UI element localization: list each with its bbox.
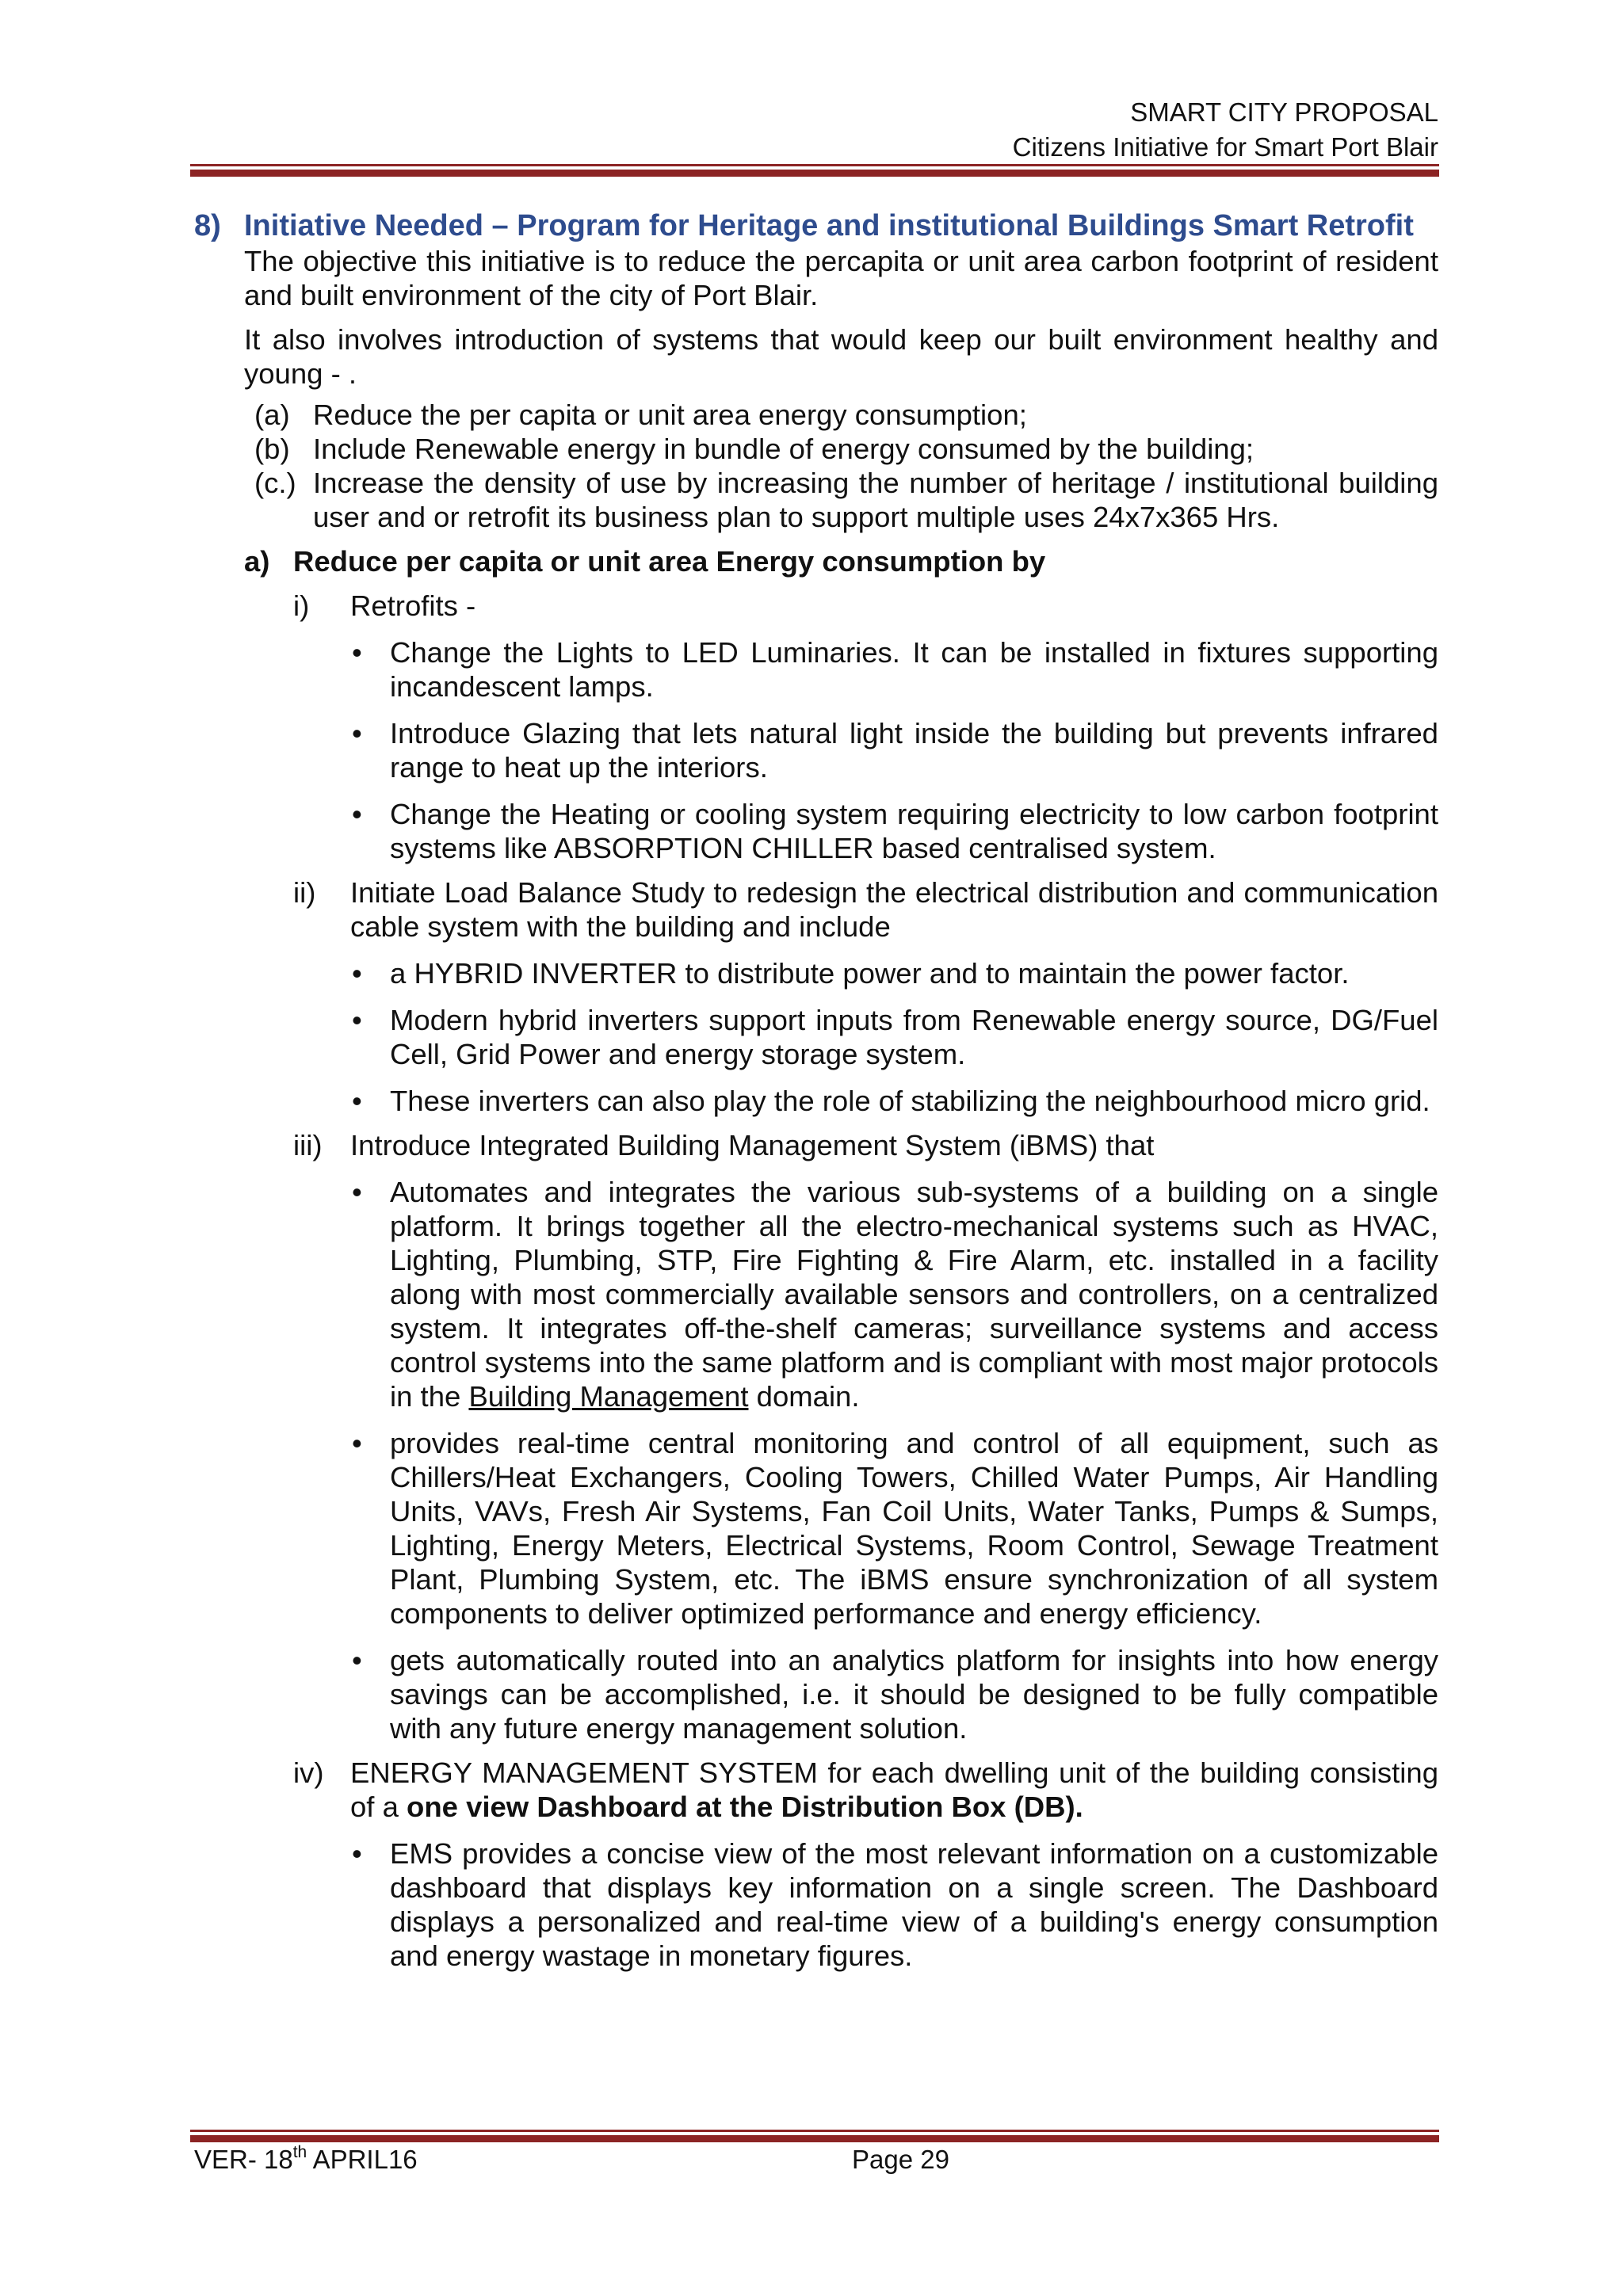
bullet-icon: •: [352, 957, 362, 990]
bullet-item: [350, 797, 1438, 865]
objective-item: [254, 398, 1438, 432]
bullet-item: [350, 1643, 1438, 1745]
subsection-heading: [244, 544, 1438, 578]
list-item-text: Increase the density of use by increasing the number of heritage / institutional building user and or retrofit its business plan to support multiple uses 24x7x365 Hrs.: [313, 467, 1438, 533]
bullet-item: [350, 1084, 1438, 1118]
bullet-item: [350, 716, 1438, 784]
bullet-text: These inverters can also play the role of stabilizing the neighbourhood micro grid.: [390, 1085, 1430, 1117]
roman-item-text: Introduce Integrated Building Management System (iBMS) that: [350, 1129, 1155, 1161]
bullet-item: [350, 1175, 1438, 1413]
bullet-text-part: Automates and integrates the various sub-systems of a building on a single platform. It brings together all the electro-mechanical systems such as HVAC, Lighting, Plumbing, STP, Fire Fighting & Fire Alarm, etc. installed in a facility along with most commercially available sensors and controllers, on a centralized system. It integrates off-the-shelf cameras; surveillance systems and access control systems into the same platform and is compliant with most major protocols in the: [390, 1176, 1438, 1413]
bullet-icon: •: [352, 1085, 362, 1117]
bullet-icon: •: [352, 1837, 362, 1870]
bullet-item: [350, 1003, 1438, 1071]
bullet-text: Change the Heating or cooling system requiring electricity to low carbon footprint systems like ABSORPTION CHILLER based centralised system.: [390, 798, 1438, 864]
header-title: SMART CITY PROPOSAL: [1130, 97, 1438, 127]
systems-paragraph: It also involves introduction of systems that would keep our built environment healthy and young - .: [244, 323, 1438, 390]
bullet-text: provides real-time central monitoring and control of all equipment, such as Chillers/Heat Exchangers, Cooling Towers, Chilled Water Pumps, Air Handling Units, VAVs, Fresh Air Systems, Fan Coil Units, Water Tanks, Pumps & Sumps, Lighting, Energy Meters, Electrical Systems, Room Control, Sewage Treatment Plant, Plumbing System, etc. The iBMS ensure synchronization of all system components to deliver optimized performance and energy efficiency.: [390, 1427, 1438, 1630]
bullet-text: EMS provides a concise view of the most relevant information on a customizable dashboard that displays key information on a single screen. The Dashboard displays a personalized and real-time view of a building's energy consumption and energy wastage in monetary figures.: [390, 1837, 1438, 1972]
version-label: VER- 18th APRIL16: [194, 2143, 418, 2174]
objective-item: [254, 432, 1438, 466]
subsection-title: Reduce per capita or unit area Energy consumption by: [293, 545, 1046, 578]
list-marker: (a): [254, 399, 290, 431]
footer-rule: [190, 2130, 1439, 2142]
header-subtitle: Citizens Initiative for Smart Port Blair: [1012, 132, 1438, 162]
bullet-text: Modern hybrid inverters support inputs from Renewable energy source, DG/Fuel Cell, Grid Power and energy storage system.: [390, 1004, 1438, 1070]
page-header: [190, 95, 1438, 165]
page-number: Page 29: [852, 2145, 949, 2174]
roman-text-bold: one view Dashboard at the Distribution Box (DB).: [407, 1791, 1083, 1823]
header-rule: [190, 164, 1439, 177]
bullet-icon: •: [352, 717, 362, 749]
roman-item-text: Initiate Load Balance Study to redesign the electrical distribution and communication cable system with the building and include: [350, 876, 1438, 943]
bullet-icon: •: [352, 798, 362, 830]
bullet-icon: •: [352, 1427, 362, 1459]
roman-marker: iv): [293, 1756, 324, 1789]
bullet-icon: •: [352, 1644, 362, 1676]
list-marker: (c.): [254, 467, 296, 499]
bullet-item: [350, 1836, 1438, 1973]
roman-item-ems: [293, 1756, 1438, 1824]
section-heading: [194, 208, 1438, 244]
bullet-item: [350, 1426, 1438, 1630]
bullet-item: [350, 635, 1438, 704]
bullet-icon: •: [352, 1004, 362, 1036]
bullet-text: Introduce Glazing that lets natural light inside the building but prevents infrared range to heat up the interiors.: [390, 717, 1438, 784]
section-number: 8): [194, 209, 221, 242]
bullet-item: [350, 956, 1438, 990]
roman-text-part: ENERGY MANAGEMENT SYSTEM for each dwelling unit of the building consisting of a: [350, 1756, 1438, 1823]
bullet-text-part: domain.: [748, 1380, 860, 1413]
list-marker: (b): [254, 433, 290, 465]
bullet-text: a HYBRID INVERTER to distribute power and to maintain the power factor.: [390, 957, 1350, 990]
objective-item: [254, 466, 1438, 534]
subsection-marker: a): [244, 545, 270, 578]
roman-item-text: [350, 1756, 1438, 1824]
bullet-icon: •: [352, 636, 362, 669]
bullet-text: gets automatically routed into an analytics platform for insights into how energy savings can be accomplished, i.e. it should be designed to be fully compatible with any future energy management solution.: [390, 1644, 1438, 1745]
bullet-text: [390, 1175, 1438, 1413]
list-item-text: Reduce the per capita or unit area energy consumption;: [313, 399, 1027, 431]
roman-item-retrofits: [293, 589, 1438, 623]
roman-item-ibms: [293, 1128, 1438, 1162]
list-item-text: Include Renewable energy in bundle of energy consumed by the building;: [313, 433, 1254, 465]
roman-item-text: Retrofits -: [350, 589, 476, 622]
section-title: Initiative Needed – Program for Heritage and institutional Buildings Smart Retrofit: [244, 209, 1414, 242]
page-body: [194, 208, 1438, 1973]
building-management-link[interactable]: Building Management: [468, 1380, 749, 1413]
roman-marker: iii): [293, 1129, 323, 1161]
bullet-text: Change the Lights to LED Luminaries. It can be installed in fixtures supporting incandescent lamps.: [390, 636, 1438, 703]
bullet-icon: •: [352, 1176, 362, 1208]
roman-marker: i): [293, 589, 310, 622]
roman-marker: ii): [293, 876, 316, 909]
roman-item-load-balance: [293, 875, 1438, 944]
objective-paragraph: The objective this initiative is to reduce the percapita or unit area carbon footprint of resident and built environment of the city of Port Blair.: [244, 245, 1438, 311]
